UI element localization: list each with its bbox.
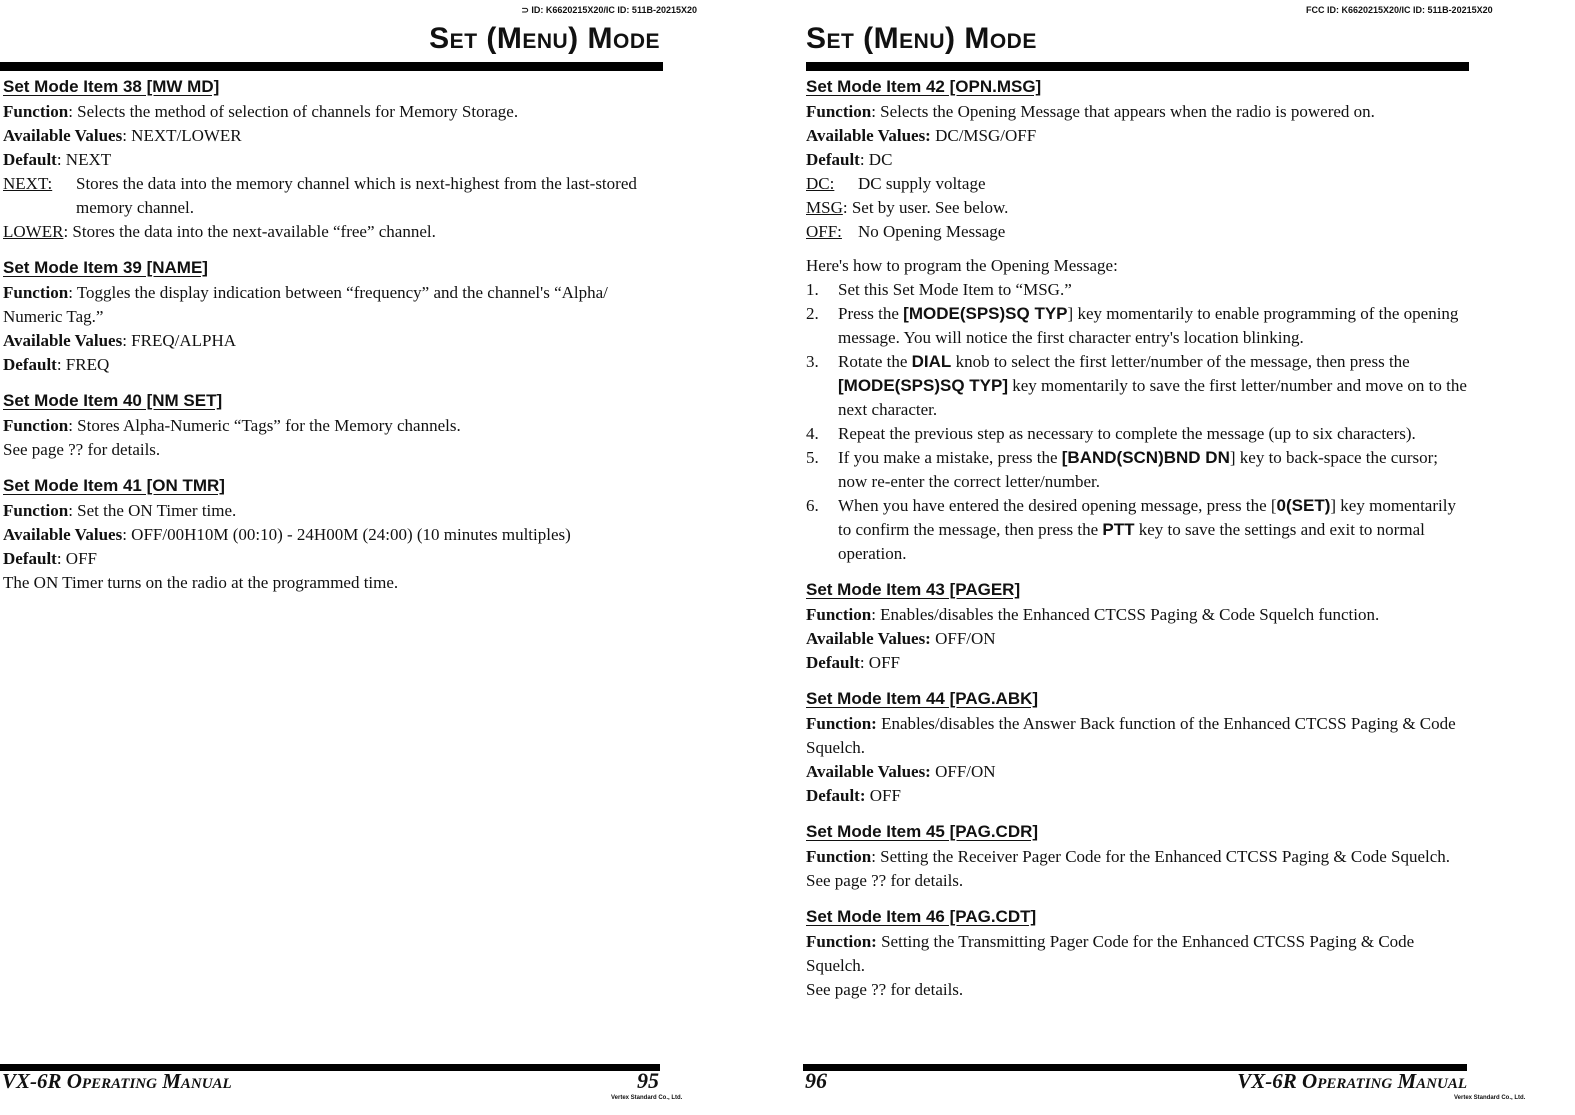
section-item-42 bbox=[806, 74, 1470, 566]
definition-next bbox=[3, 172, 663, 220]
function-text: : Selects the method of selection of channels for Memory Storage. bbox=[68, 102, 519, 121]
values-text: OFF/ON bbox=[930, 762, 996, 781]
values-text: : FREQ/ALPHA bbox=[122, 331, 237, 350]
function-text: : Enables/disables the Enhanced CTCSS Paging & Code Squelch function. bbox=[871, 605, 1380, 624]
values-text: : OFF/00H10M (00:10) - 24H00M (24:00) (10 minutes multiples) bbox=[122, 525, 571, 544]
page-title: Set (Menu) Mode bbox=[429, 22, 660, 55]
step-6 bbox=[806, 494, 1470, 566]
step-text-part: If you make a mistake, press the bbox=[838, 448, 1062, 467]
values-line bbox=[806, 760, 1470, 784]
values-line bbox=[3, 329, 663, 353]
default-line bbox=[3, 547, 663, 571]
header-rule bbox=[806, 62, 1469, 71]
step-5 bbox=[806, 446, 1470, 494]
step-2 bbox=[806, 302, 1470, 350]
function-line bbox=[3, 281, 663, 329]
default-line bbox=[806, 148, 1470, 172]
see-page-note: See page ?? for details. bbox=[806, 980, 964, 999]
function-label: Function bbox=[3, 416, 69, 435]
step-number: 6. bbox=[806, 496, 819, 515]
default-label: Default bbox=[3, 549, 57, 568]
step-text bbox=[838, 278, 1470, 302]
function-line bbox=[806, 603, 1470, 627]
default-text: : DC bbox=[859, 150, 893, 169]
key-name: [BAND(SCN)BND DN bbox=[1061, 448, 1230, 467]
step-text bbox=[838, 422, 1470, 446]
vendor-credit: Vertex Standard Co., Ltd. bbox=[1454, 1095, 1526, 1101]
function-text: : Setting the Receiver Pager Code for the Enhanced CTCSS Paging & Code Squelch. bbox=[871, 847, 1451, 866]
definition-off bbox=[806, 220, 1470, 244]
section-heading: Set Mode Item 43 [PAGER] bbox=[806, 580, 1021, 599]
step-text-part: When you have entered the desired opening message, press the [ bbox=[838, 496, 1277, 515]
step-1 bbox=[806, 278, 1470, 302]
right-page bbox=[803, 0, 1526, 1115]
step-text-part: ] key momentarily to enable programming of the opening message. You will notice the first character entry's location blinking. bbox=[838, 304, 1459, 347]
function-label: Function bbox=[806, 102, 872, 121]
section-item-40 bbox=[3, 388, 663, 462]
definition-term: LOWER bbox=[3, 222, 64, 241]
values-line bbox=[3, 523, 663, 547]
section-item-45 bbox=[806, 819, 1470, 893]
definition-lower bbox=[3, 220, 663, 244]
step-3 bbox=[806, 350, 1470, 422]
default-text: : OFF bbox=[859, 653, 900, 672]
default-label: Default bbox=[806, 653, 860, 672]
section-heading: Set Mode Item 39 [NAME] bbox=[3, 258, 208, 277]
step-text-part: Press the bbox=[838, 304, 904, 323]
step-number: 2. bbox=[806, 304, 819, 323]
section-heading: Set Mode Item 46 [PAG.CDT] bbox=[806, 907, 1037, 926]
default-text: : FREQ bbox=[56, 355, 110, 374]
page-content bbox=[3, 74, 663, 606]
values-text: DC/MSG/OFF bbox=[930, 126, 1037, 145]
section-item-38 bbox=[3, 74, 663, 244]
step-text bbox=[838, 350, 1470, 422]
step-number: 3. bbox=[806, 352, 819, 371]
values-label: Available Values bbox=[3, 331, 123, 350]
section-heading: Set Mode Item 44 [PAG.ABK] bbox=[806, 689, 1039, 708]
step-text bbox=[838, 494, 1470, 566]
default-label: Default bbox=[3, 150, 57, 169]
values-label: Available Values: bbox=[806, 126, 931, 145]
section-item-46 bbox=[806, 904, 1470, 1002]
definition-text: : Stores the data into the next-available “free” channel. bbox=[63, 222, 436, 241]
see-page-note: See page ?? for details. bbox=[3, 440, 161, 459]
footer-manual-title: VX-6R Operating Manual bbox=[1237, 1069, 1467, 1093]
header-rule bbox=[0, 62, 663, 71]
key-name: PTT bbox=[1102, 520, 1135, 539]
page-number: 96 bbox=[805, 1068, 827, 1093]
vendor-credit: Vertex Standard Co., Ltd. bbox=[611, 1095, 683, 1101]
step-text bbox=[838, 446, 1470, 494]
steps-list bbox=[806, 278, 1470, 566]
values-label: Available Values: bbox=[806, 629, 931, 648]
function-label: Function bbox=[806, 605, 872, 624]
definition-text: No Opening Message bbox=[858, 222, 1006, 241]
default-line bbox=[3, 148, 663, 172]
definition-term: MSG bbox=[806, 198, 843, 217]
function-line bbox=[806, 712, 1470, 760]
function-label: Function: bbox=[806, 932, 877, 951]
function-text: : Toggles the display indication between “frequency” and the channel's “Alpha/ Numeric Tag.” bbox=[3, 283, 608, 326]
step-number: 1. bbox=[806, 280, 819, 299]
definition-dc bbox=[806, 172, 1470, 196]
step-text-part: key to save the settings and exit to normal operation. bbox=[838, 520, 1425, 563]
section-heading: Set Mode Item 40 [NM SET] bbox=[3, 391, 223, 410]
page-number: 95 bbox=[637, 1068, 659, 1093]
default-text: : OFF bbox=[56, 549, 97, 568]
default-label: Default: bbox=[806, 786, 866, 805]
section-heading: Set Mode Item 42 [OPN.MSG] bbox=[806, 77, 1042, 96]
values-label: Available Values: bbox=[806, 762, 931, 781]
values-text: OFF/ON bbox=[930, 629, 996, 648]
values-line bbox=[806, 124, 1470, 148]
page-title: Set (Menu) Mode bbox=[806, 22, 1037, 55]
step-4 bbox=[806, 422, 1470, 446]
definition-msg bbox=[806, 196, 1470, 220]
values-line bbox=[806, 627, 1470, 651]
step-text-part: key momentarily to save the first letter/number and move on to the next character. bbox=[838, 376, 1467, 419]
footer-manual-title: VX-6R Operating Manual bbox=[2, 1069, 232, 1093]
section-item-41 bbox=[3, 473, 663, 595]
values-label: Available Values bbox=[3, 525, 123, 544]
definition-text: : Set by user. See below. bbox=[842, 198, 1009, 217]
step-text-part: Repeat the previous step as necessary to complete the message (up to six characters). bbox=[838, 424, 1416, 443]
function-line bbox=[806, 845, 1470, 869]
definition-term: DC: bbox=[806, 174, 835, 193]
step-number: 4. bbox=[806, 424, 819, 443]
function-line bbox=[3, 499, 663, 523]
default-line bbox=[3, 353, 663, 377]
fcc-id: ⊃ ID: K6620215X20/IC ID: 511B-20215X20 bbox=[521, 5, 697, 15]
default-label: Default bbox=[3, 355, 57, 374]
step-text-part: Set this Set Mode Item to “MSG.” bbox=[838, 280, 1072, 299]
function-line bbox=[806, 100, 1470, 124]
function-line bbox=[3, 100, 663, 124]
function-text: : Stores Alpha-Numeric “Tags” for the Memory channels. bbox=[68, 416, 461, 435]
section-heading: Set Mode Item 45 [PAG.CDR] bbox=[806, 822, 1039, 841]
section-item-43 bbox=[806, 577, 1470, 675]
values-text: : NEXT/LOWER bbox=[122, 126, 242, 145]
definition-term: OFF: bbox=[806, 222, 842, 241]
function-text: : Set the ON Timer time. bbox=[68, 501, 237, 520]
key-name: DIAL bbox=[911, 352, 952, 371]
page-content bbox=[806, 74, 1470, 1013]
key-name: [MODE(SPS)SQ TYP bbox=[903, 304, 1068, 323]
default-text: OFF bbox=[865, 786, 901, 805]
left-page bbox=[0, 0, 700, 1115]
function-text: Setting the Transmitting Pager Code for the Enhanced CTCSS Paging & Code Squelch. bbox=[806, 932, 1415, 975]
step-text-part: Rotate the bbox=[838, 352, 912, 371]
values-label: Available Values bbox=[3, 126, 123, 145]
section-item-39 bbox=[3, 255, 663, 377]
step-text-part: ] key momentarily to confirm the message, then press the bbox=[838, 496, 1456, 539]
definition-text: Stores the data into the memory channel which is next-highest from the last-stored memory channel. bbox=[76, 174, 637, 217]
default-line bbox=[806, 651, 1470, 675]
step-number: 5. bbox=[806, 448, 819, 467]
function-text: Enables/disables the Answer Back function of the Enhanced CTCSS Paging & Code Squelch. bbox=[806, 714, 1456, 757]
section-heading: Set Mode Item 38 [MW MD] bbox=[3, 77, 220, 96]
timer-note: The ON Timer turns on the radio at the programmed time. bbox=[3, 573, 399, 592]
function-label: Function bbox=[3, 102, 69, 121]
function-label: Function bbox=[3, 283, 69, 302]
default-label: Default bbox=[806, 150, 860, 169]
definition-term: NEXT: bbox=[3, 174, 53, 193]
section-heading: Set Mode Item 41 [ON TMR] bbox=[3, 476, 225, 495]
function-text: : Selects the Opening Message that appears when the radio is powered on. bbox=[871, 102, 1375, 121]
values-line bbox=[3, 124, 663, 148]
key-name: [MODE(SPS)SQ TYP] bbox=[838, 376, 1009, 395]
key-name: 0(SET) bbox=[1276, 496, 1331, 515]
section-item-44 bbox=[806, 686, 1470, 808]
howto-intro: Here's how to program the Opening Message: bbox=[806, 256, 1118, 275]
step-text-part: ] key to back-space the cursor; now re-enter the correct letter/number. bbox=[838, 448, 1439, 491]
definition-text: DC supply voltage bbox=[858, 174, 986, 193]
function-label: Function bbox=[3, 501, 69, 520]
fcc-id: FCC ID: K6620215X20/IC ID: 511B-20215X20 bbox=[1306, 5, 1493, 15]
default-text: : NEXT bbox=[56, 150, 112, 169]
see-page-note: See page ?? for details. bbox=[806, 871, 964, 890]
default-line bbox=[806, 784, 1470, 808]
step-text-part: knob to select the first letter/number of the message, then press the bbox=[951, 352, 1410, 371]
step-text bbox=[838, 302, 1470, 350]
function-line bbox=[806, 930, 1470, 978]
function-label: Function: bbox=[806, 714, 877, 733]
function-label: Function bbox=[806, 847, 872, 866]
function-line bbox=[3, 414, 663, 438]
